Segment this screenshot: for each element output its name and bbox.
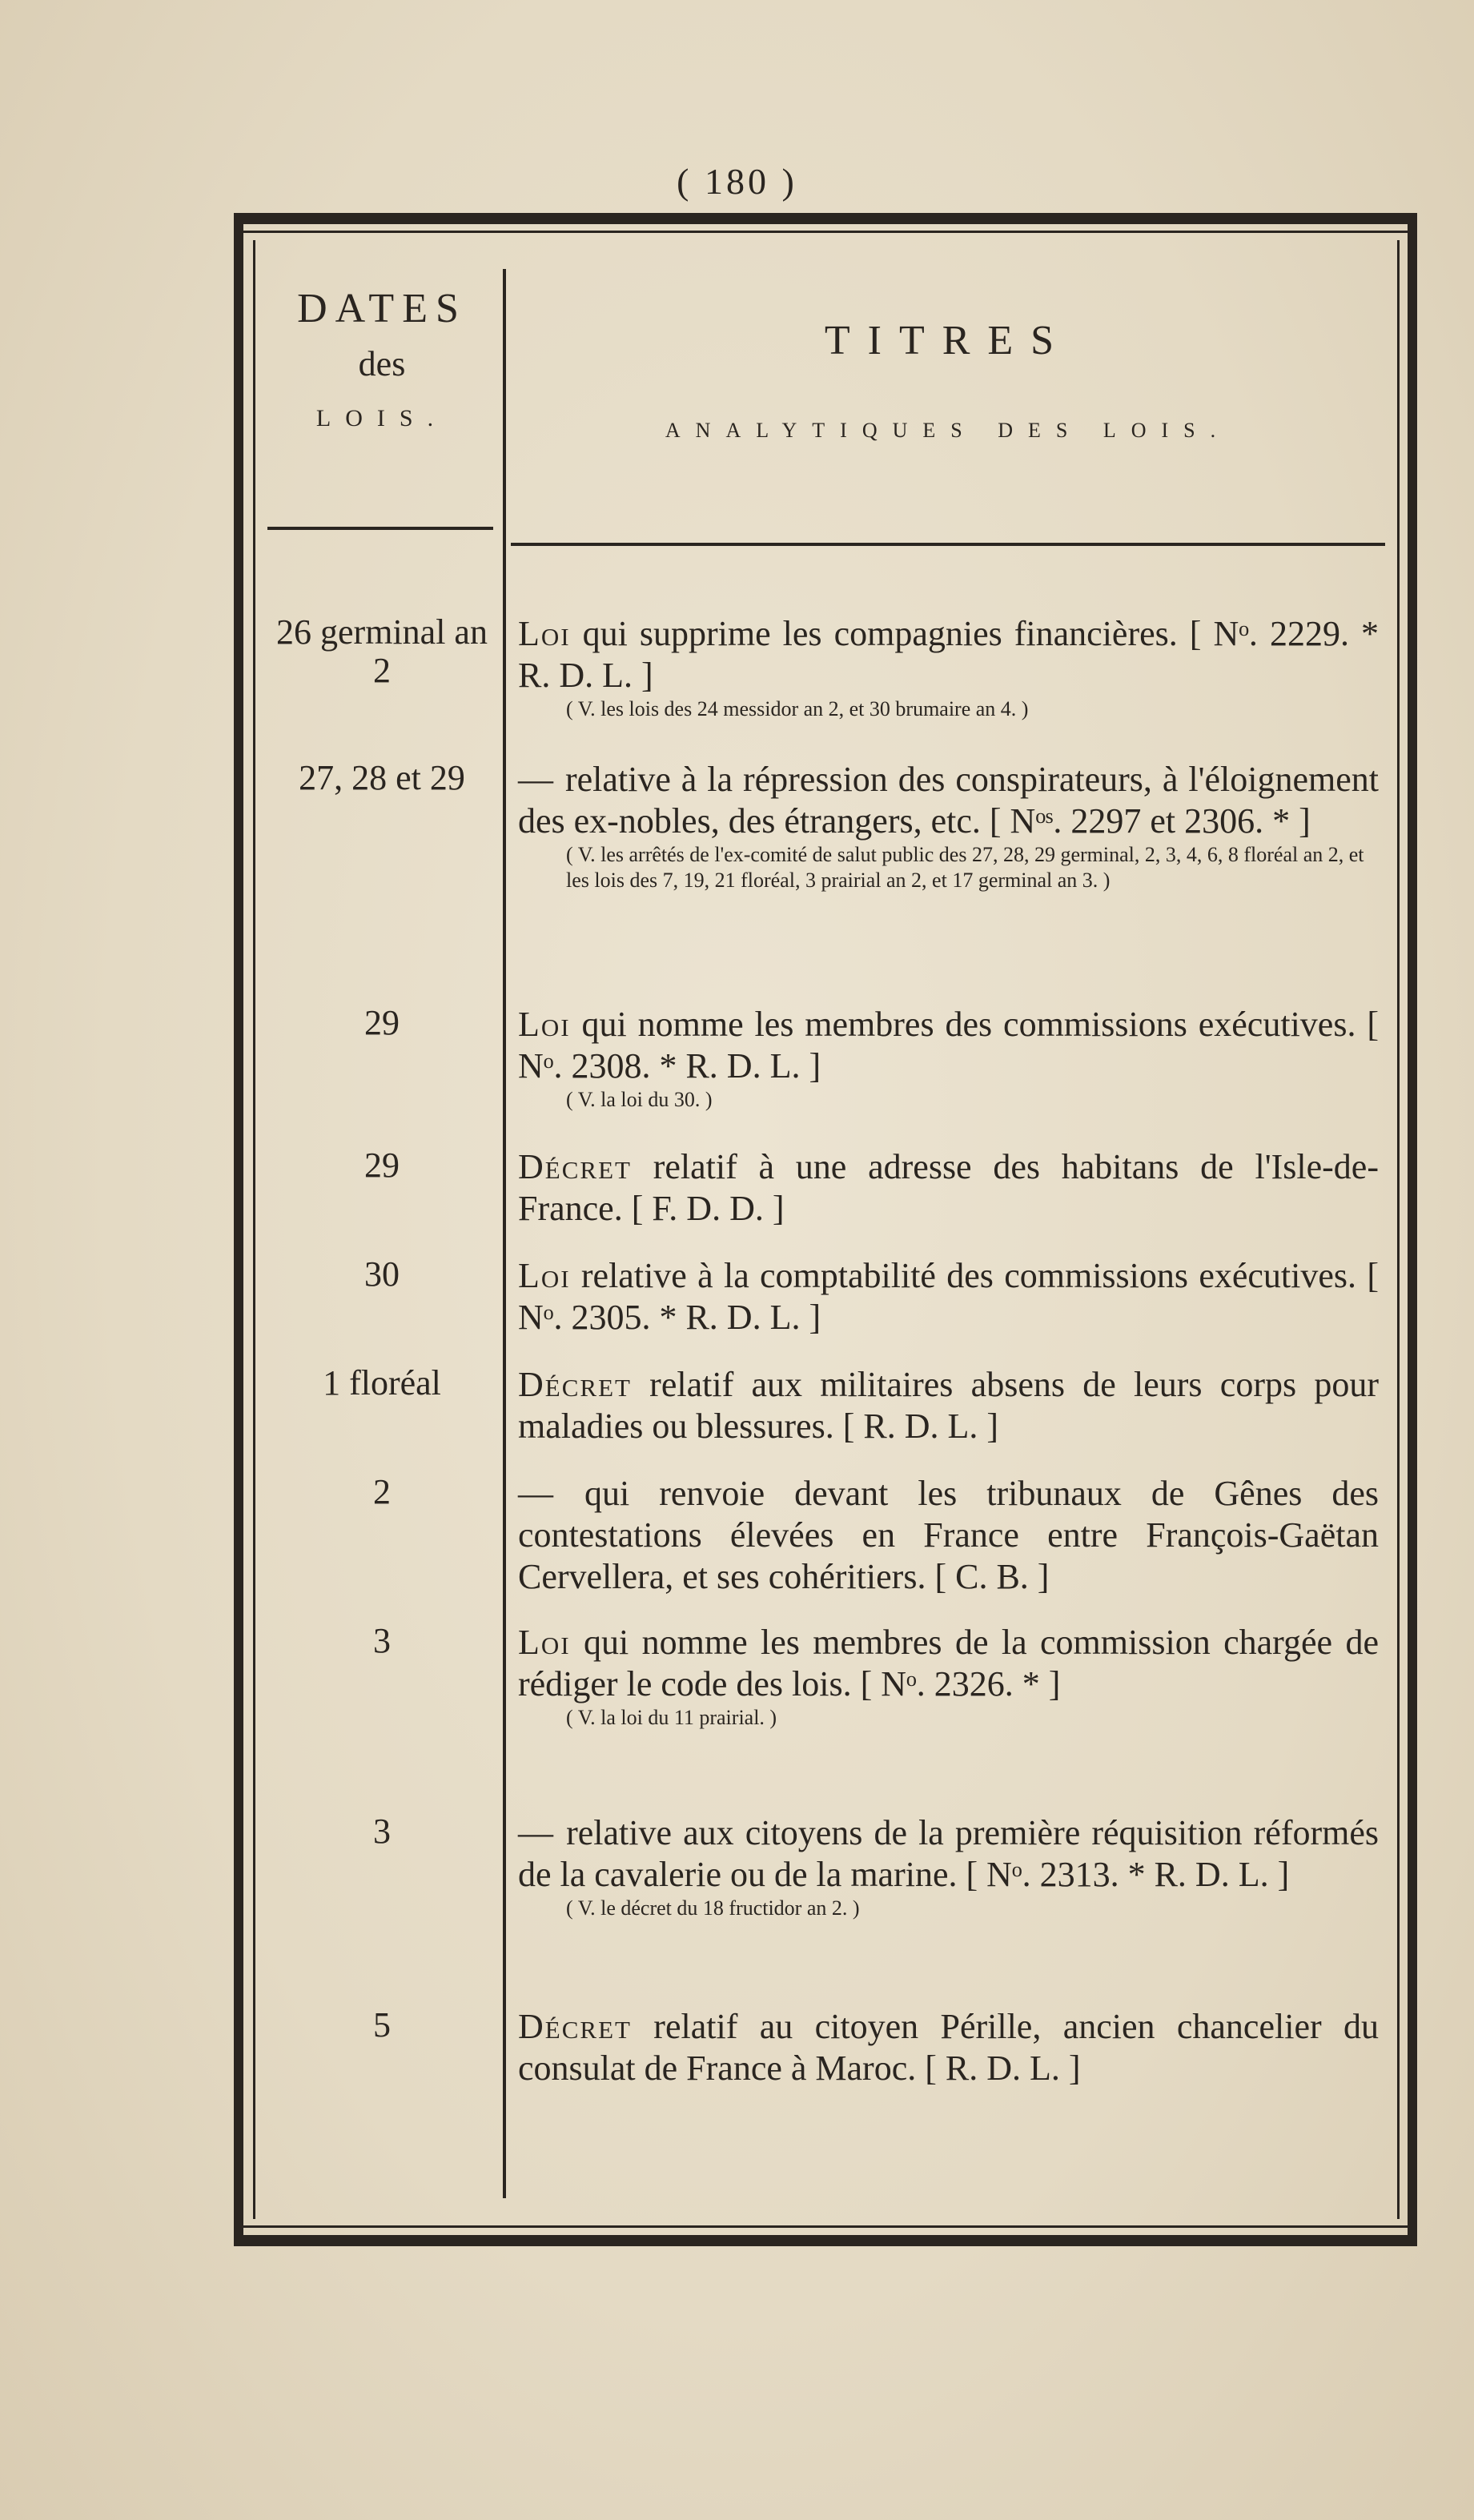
entry-date: 3 (373, 1621, 391, 1660)
entry-text: relatif à une adresse des habitans de l'Isle-de-France. [ F. D. D. ] (518, 1147, 1379, 1228)
left-border (234, 224, 243, 2235)
entry-title (518, 613, 1379, 722)
entry-title (518, 1255, 1379, 1338)
titres-header-line1: TITRES (824, 318, 1072, 363)
entry-date: 30 (364, 1254, 400, 1294)
page-number: ( 180 ) (677, 161, 797, 202)
entry-date: 5 (373, 2005, 391, 2044)
table-frame (234, 213, 1417, 2246)
entry-text: relative à la comptabilité des commissions exécutives. [ Nᵒ. 2305. * R. D. L. ] (518, 1256, 1379, 1337)
entry-note: ( V. les arrêtés de l'ex-comité de salut public des 27, 28, 29 germinal, 2, 3, 4, 6, 8 floréal an 2, et les lois des 7, 19, 21 floréal, 3 prairial an 2, et 17 germinal an 3. ) (566, 843, 1364, 892)
entry-lead: Décret (518, 1365, 632, 1404)
entry-title (518, 1364, 1379, 1447)
entry-date: 29 (364, 1146, 400, 1185)
entry-text: relatif au citoyen Pérille, ancien chancelier du consulat de France à Maroc. [ R. D. L. ] (518, 2007, 1379, 2088)
entry-lead: Loi (518, 1005, 571, 1044)
entry-title (518, 759, 1379, 893)
entry-lead: Loi (518, 1256, 571, 1295)
entry-date: 29 (364, 1003, 400, 1042)
entry-note: ( V. le décret du 18 fructidor an 2. ) (566, 1896, 860, 1920)
entry-text: qui nomme les membres des commissions exécutives. [ Nᵒ. 2308. * R. D. L. ] (518, 1005, 1379, 1085)
entry-lead: — (518, 1474, 555, 1513)
entry-title (518, 1473, 1379, 1598)
header-rule-titres (511, 543, 1385, 546)
entry-lead: — (518, 760, 555, 799)
titres-column-header (511, 317, 1385, 443)
entry-title (518, 2006, 1379, 2089)
entry-title (518, 1812, 1379, 1921)
right-border (1408, 224, 1417, 2235)
entry-title (518, 1004, 1379, 1113)
bottom-rule (234, 2235, 1417, 2246)
dates-header-line3: LOIS. (315, 405, 448, 431)
entry-date: 26 germinal an 2 (276, 612, 488, 690)
entry-date: 1 floréal (323, 1363, 441, 1402)
entry-note: ( V. la loi du 11 prairial. ) (566, 1706, 777, 1729)
entry-text: relative à la répression des conspirateurs, à l'éloignement des ex-nobles, des étrangers, etc. [ Nᵒˢ. 2297 et 2306. * ] (518, 760, 1379, 841)
entry-lead: Loi (518, 1623, 571, 1662)
entry-date: 27, 28 et 29 (299, 758, 465, 797)
top-rule (234, 213, 1417, 224)
entry-title (518, 1622, 1379, 1731)
entry-lead: Loi (518, 614, 571, 653)
titres-header-line2: ANALYTIQUES DES LOIS. (665, 419, 1231, 442)
entry-text: qui nomme les membres de la commission chargée de rédiger le code des lois. [ Nᵒ. 2326. * ] (518, 1623, 1379, 1703)
dates-header-line2: des (358, 344, 406, 383)
dates-column-header (266, 285, 498, 432)
entry-text: relatif aux militaires absens de leurs corps pour maladies ou blessures. [ R. D. L. ] (518, 1365, 1379, 1446)
entry-lead: Décret (518, 1147, 632, 1186)
entry-lead: — (518, 1813, 555, 1852)
entry-date: 2 (373, 1472, 391, 1511)
column-divider (503, 269, 506, 2198)
entry-title (518, 1146, 1379, 1230)
entry-text: qui renvoie devant les tribunaux de Gênes des contestations élevées en France entre François-Gaëtan Cervellera, et ses cohéritiers. [ C. B. ] (518, 1474, 1379, 1596)
dates-header-line1: DATES (297, 286, 467, 331)
entry-note: ( V. la loi du 30. ) (566, 1088, 713, 1111)
entry-text: relative aux citoyens de la première réquisition réformés de la cavalerie ou de la marine. [ Nᵒ. 2313. * R. D. L. ] (518, 1813, 1379, 1894)
entry-lead: Décret (518, 2007, 632, 2046)
entry-date: 3 (373, 1812, 391, 1851)
entry-text: qui supprime les compagnies financières. [ Nᵒ. 2229. * R. D. L. ] (518, 614, 1379, 695)
header-rule-dates (267, 527, 493, 530)
entry-note: ( V. les lois des 24 messidor an 2, et 30 brumaire an 4. ) (566, 697, 1029, 720)
